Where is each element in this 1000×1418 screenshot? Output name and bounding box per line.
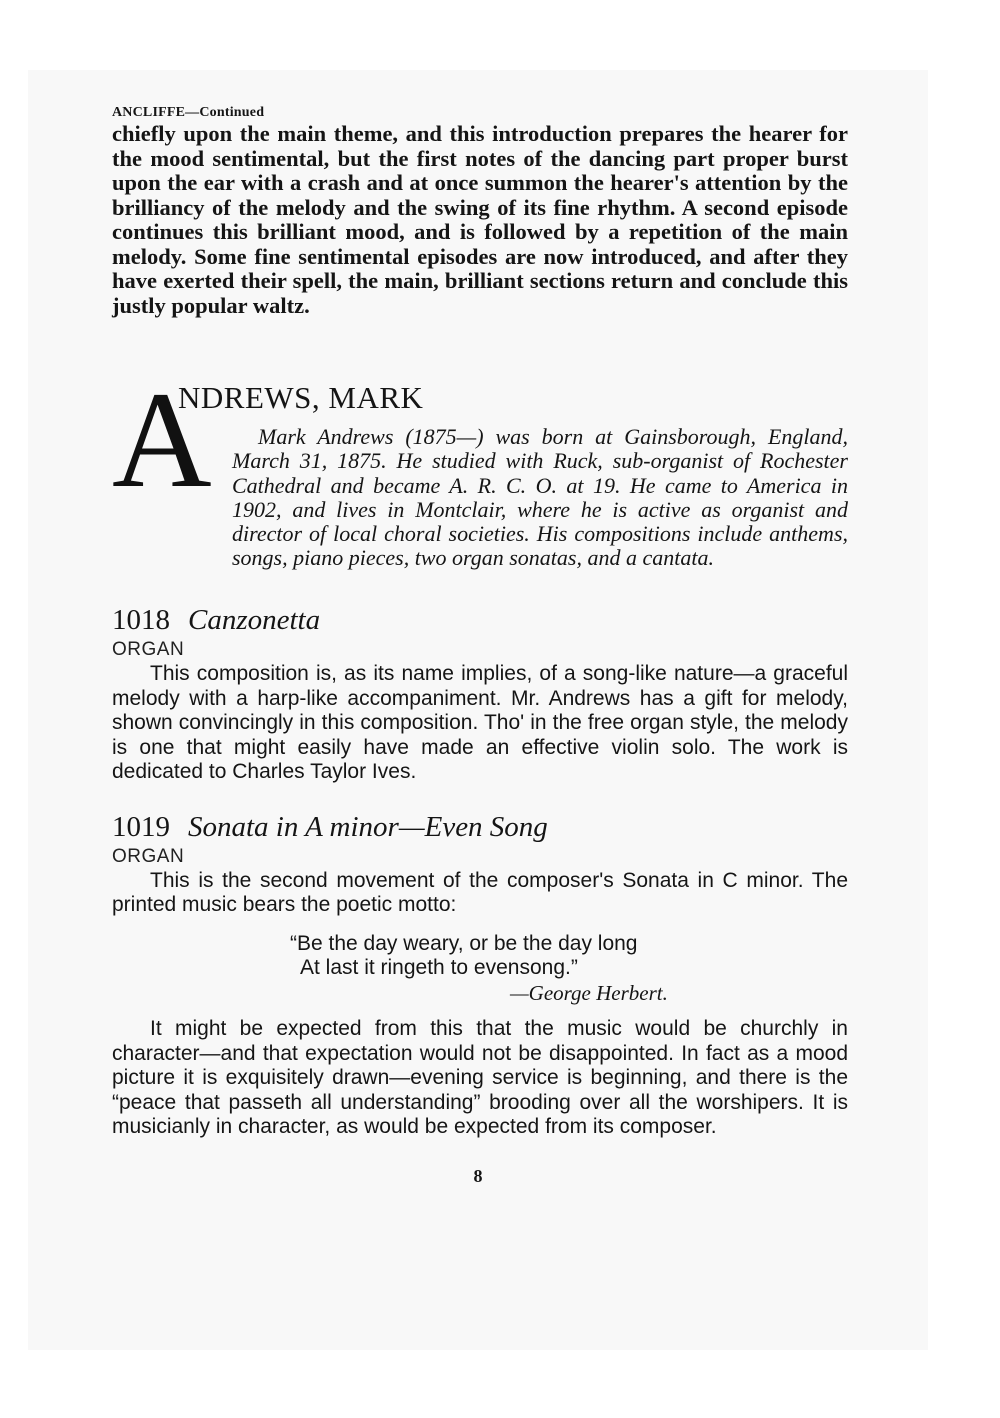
entry-title: Sonata in A minor—Even Song — [188, 810, 548, 843]
entry-number: 1019 — [112, 810, 170, 843]
drop-cap: A — [112, 363, 212, 516]
running-head: ANCLIFFE—Continued — [112, 105, 265, 120]
composer-section — [112, 363, 848, 602]
entry-title: Canzonetta — [188, 604, 321, 636]
instrument-label: ORGAN — [112, 639, 185, 660]
entry-description: This composition is, as its name implies, of a song-like nature—a graceful melody with a harp-like accompaniment. Mr. Andrews has a gift for melody, shown convincingly in this composition. Tho' in the free organ style, the melody is one that might easily have made an effective violin solo. The work is dedicated to Charles Taylor Ives. — [112, 662, 848, 783]
entry-number: 1018 — [112, 604, 170, 636]
entry-heading — [112, 809, 848, 845]
intro-paragraph: chiefly upon the main theme, and this introduction prepares the hearer for the mood sentimental, but the first notes of the dancing part proper burst upon the ear with a crash and at once summon the hearer's attention by the brilliancy of the melody and the swing of its fine rhythm. A second episode continues this brilliant mood, and is followed by a repetition of the main melody. Some fine sentimental episodes are now introduced, and after they have exerted their spell, the main, brilliant sections return and conclude this justly popular waltz. — [112, 121, 848, 318]
entry-1019 — [112, 809, 848, 1140]
motto-line-1: “Be the day weary, or be the day long — [290, 931, 638, 955]
instrument-label: ORGAN — [112, 845, 185, 867]
motto-attribution: —George Herbert. — [510, 980, 668, 1005]
entry-1018 — [112, 602, 848, 785]
entry-heading — [112, 602, 848, 638]
book-page — [112, 104, 848, 1187]
motto-line-2: At last it ringeth to evensong.” — [300, 956, 578, 979]
composer-bio: Mark Andrews (1875—) was born at Gainsborough, England, March 31, 1875. He studied with Ruck, sub-organist of Rochester Cathedral and became A. R. C. O. at 19. He came to America in 1902, and lives in Montclair, where he is active as organist and director of local choral societies. His compositions include anthems, songs, piano pieces, two organ sonatas, and a cantata. — [232, 424, 848, 571]
entry-description: This is the second movement of the composer's Sonata in C minor. The printed music bears the poetic motto: — [112, 868, 848, 916]
composer-name: NDREWS, MARK — [178, 380, 424, 415]
poetic-motto — [290, 932, 848, 1006]
entry-closing-paragraph: It might be expected from this that the music would be churchly in character—and that expectation would not be disappointed. In fact as a mood picture it is exquisitely drawn—evening service is beginning, and there is the “peace that passeth all understanding” brooding over all the worshipers. It is musicianly in character, as would be expected from its composer. — [112, 1017, 848, 1138]
page-number: 8 — [473, 1165, 483, 1186]
